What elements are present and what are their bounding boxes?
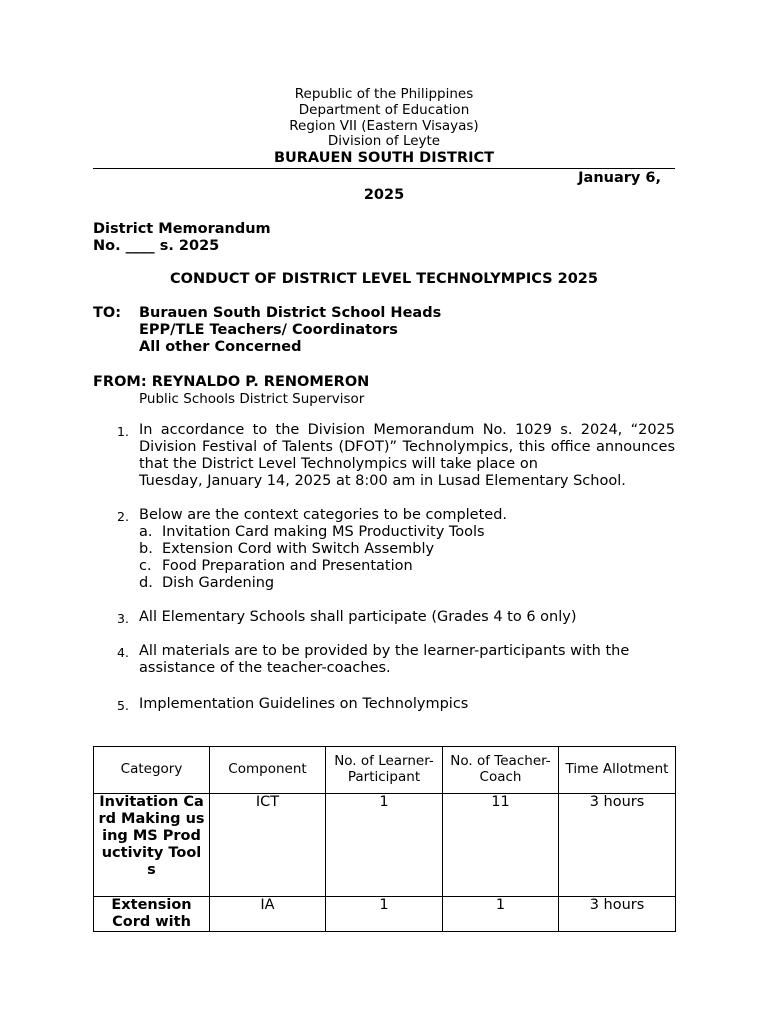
item-text: Below are the context categories to be completed. — [139, 507, 508, 523]
letterhead-line: Division of Leyte — [327, 133, 441, 150]
item-text: All Elementary Schools shall participate (Grades 4 to 6 only) — [139, 609, 577, 625]
table-cell: Invitation Card Making using MS Productivity Tools — [94, 794, 210, 897]
column-header: Category — [94, 747, 210, 794]
recipient: EPP/TLE Teachers/ Coordinators — [139, 322, 398, 338]
header-divider — [93, 168, 675, 169]
letterhead-line: Department of Education — [298, 101, 470, 118]
date-line-2: 2025 — [363, 187, 405, 203]
item-text: In accordance to the Division Memorandum No. 1029 s. 2024, “2025 Division Festival of Talents (DFOT)” Technolympics, this office announces that the District Level Technolympics will take place on — [139, 422, 675, 472]
from-name: REYNALDO P. RENOMERON — [151, 374, 370, 390]
item-text-last: Tuesday, January 14, 2025 at 8:00 am in Lusad Elementary School. — [139, 473, 626, 489]
recipient: Burauen South District School Heads — [139, 305, 442, 321]
category-letter: d. — [139, 575, 153, 591]
memo-label: District Memorandum — [93, 221, 271, 237]
item-text-last: assistance of the teacher-coaches. — [139, 660, 391, 676]
table-cell: 1 — [326, 794, 443, 897]
table-cell: 11 — [443, 794, 559, 897]
category-letter: c. — [139, 558, 152, 574]
item-text: All materials are to be provided by the learner-participants with the — [139, 643, 630, 659]
category-item — [139, 524, 675, 541]
item-number: 2. — [117, 509, 129, 524]
memo-no: No. ____ s. 2025 — [93, 238, 220, 254]
category-item — [139, 541, 675, 558]
category-text: Food Preparation and Presentation — [162, 558, 413, 574]
from-block — [93, 374, 369, 407]
table-header-row — [94, 747, 676, 794]
from-label: FROM: — [93, 374, 147, 390]
table-cell: IA — [210, 897, 326, 932]
letterhead — [93, 87, 675, 167]
category-item — [139, 558, 675, 575]
list-item — [93, 422, 675, 490]
memo-title: CONDUCT OF DISTRICT LEVEL TECHNOLYMPICS 2025 — [170, 271, 598, 287]
column-header: No. of Teacher-Coach — [443, 747, 559, 794]
item-number: 3. — [117, 611, 129, 626]
table-cell: 3 hours — [559, 794, 676, 897]
table-cell: 1 — [326, 897, 443, 932]
letterhead-line: Region VII (Eastern Visayas) — [289, 117, 479, 134]
district-name: BURAUEN SOUTH DISTRICT — [273, 150, 495, 167]
column-header: No. of Learner-Participant — [326, 747, 443, 794]
table-cell: ICT — [210, 794, 326, 897]
list-item — [93, 643, 675, 677]
list-item — [93, 507, 675, 592]
recipients — [139, 305, 441, 356]
table-cell: 1 — [443, 897, 559, 932]
item-number: 4. — [117, 645, 129, 660]
column-header: Time Allotment — [559, 747, 676, 794]
table-cell: Extension Cord with — [94, 897, 210, 932]
column-header: Component — [210, 747, 326, 794]
list-item — [93, 609, 675, 626]
table-row — [94, 794, 676, 897]
guidelines-table — [93, 746, 676, 932]
from-position: Public Schools District Supervisor — [139, 391, 365, 407]
category-text: Invitation Card making MS Productivity Tools — [162, 524, 485, 540]
item-text: Implementation Guidelines on Technolympics — [139, 696, 469, 712]
to-label: TO: — [93, 305, 122, 321]
table-cell: 3 hours — [559, 897, 676, 932]
item-number: 5. — [117, 698, 129, 713]
category-letter: a. — [139, 524, 153, 540]
recipient: All other Concerned — [139, 339, 302, 355]
category-text: Dish Gardening — [162, 575, 275, 591]
category-text: Extension Cord with Switch Assembly — [162, 541, 435, 557]
category-item — [139, 575, 675, 592]
item-number: 1. — [117, 424, 129, 439]
date-line-1: January 6, — [578, 170, 661, 186]
letterhead-line: Republic of the Philippines — [294, 86, 474, 102]
list-item — [93, 696, 675, 713]
table-row — [94, 897, 676, 932]
category-letter: b. — [139, 541, 153, 557]
memo-date — [93, 170, 675, 204]
memo-number — [93, 221, 271, 255]
